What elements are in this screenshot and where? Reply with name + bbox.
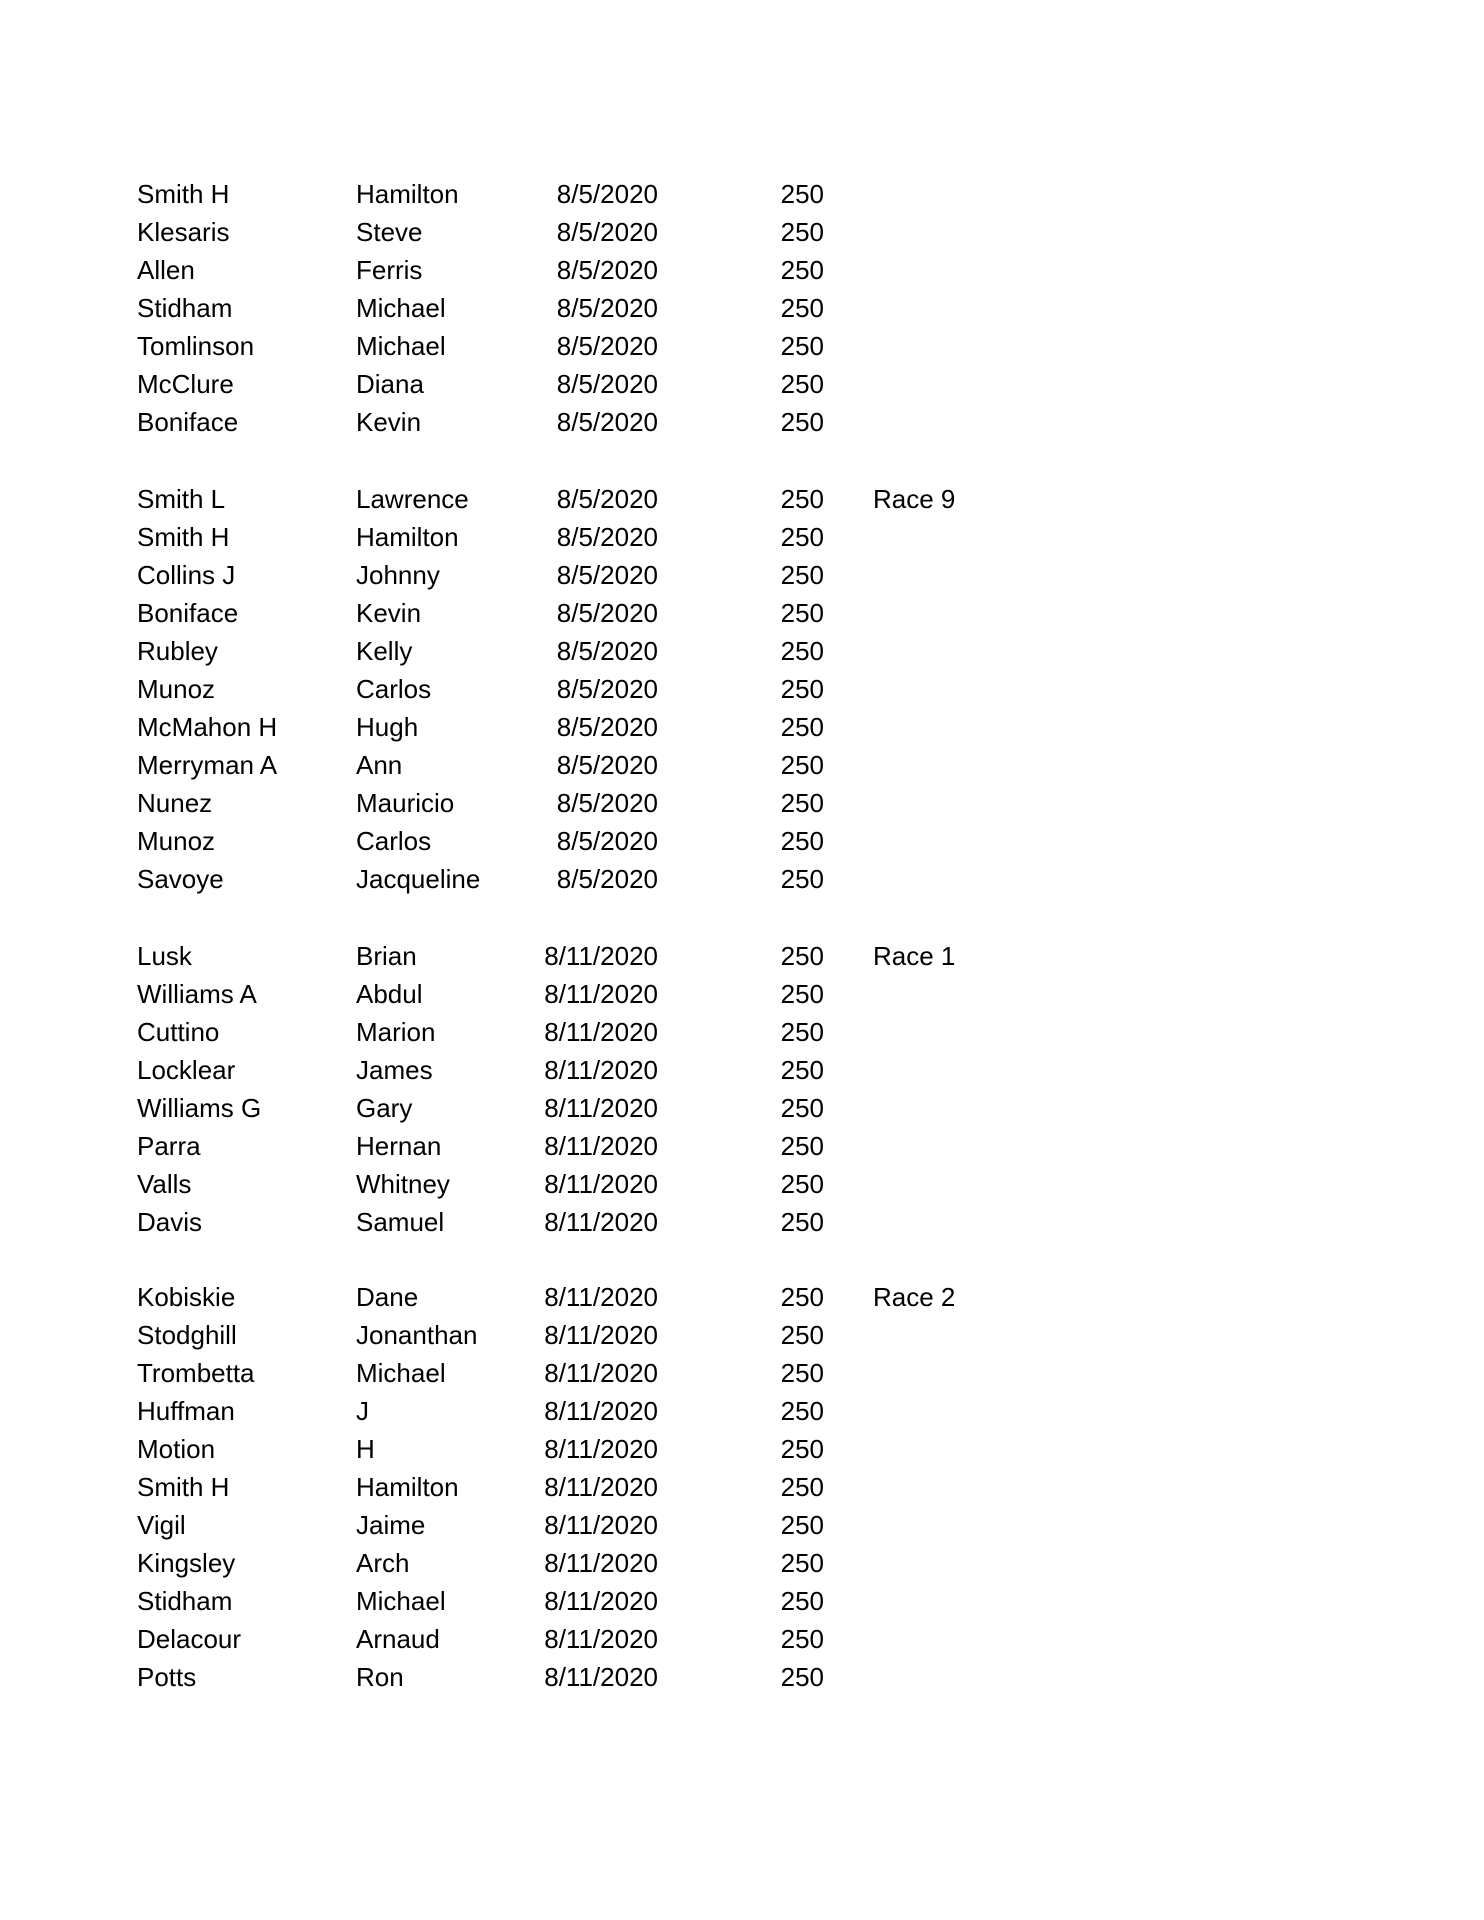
- last-name-cell: Allen: [137, 255, 195, 285]
- date-cell: 8/5/2020: [556, 217, 658, 247]
- first-name-cell: Michael: [356, 293, 446, 323]
- date-cell: 8/11/2020: [544, 941, 658, 971]
- amount-cell: 250: [780, 369, 824, 399]
- first-name-cell: Mauricio: [356, 788, 455, 818]
- table-row: [0, 1013, 1484, 1051]
- amount-cell: 250: [780, 522, 824, 552]
- date-cell: 8/11/2020: [544, 1282, 658, 1312]
- last-name-cell: Valls: [137, 1169, 192, 1199]
- date-cell: 8/5/2020: [556, 484, 658, 514]
- date-cell: 8/11/2020: [544, 1510, 658, 1540]
- entry-group: [0, 480, 1484, 898]
- date-cell: 8/11/2020: [544, 1017, 658, 1047]
- last-name-cell: Merryman A: [137, 750, 278, 780]
- last-name-cell: Smith H: [137, 179, 230, 209]
- table-row: [0, 518, 1484, 556]
- first-name-cell: Ann: [356, 750, 403, 780]
- last-name-cell: Motion: [137, 1434, 216, 1464]
- first-name-cell: Kelly: [356, 636, 413, 666]
- first-name-cell: H: [356, 1434, 375, 1464]
- table-row: [0, 937, 1484, 975]
- last-name-cell: Munoz: [137, 674, 216, 704]
- first-name-cell: Kevin: [356, 598, 422, 628]
- date-cell: 8/11/2020: [544, 1396, 658, 1426]
- table-row: [0, 1203, 1484, 1241]
- table-row: [0, 1430, 1484, 1468]
- entry-group: [0, 937, 1484, 1241]
- table-row: [0, 327, 1484, 365]
- amount-cell: 250: [780, 864, 824, 894]
- race-label: Race 2: [873, 1282, 956, 1312]
- last-name-cell: Rubley: [137, 636, 218, 666]
- table-row: [0, 213, 1484, 251]
- first-name-cell: Hugh: [356, 712, 419, 742]
- date-cell: 8/11/2020: [544, 979, 658, 1009]
- amount-cell: 250: [780, 1320, 824, 1350]
- race-label: Race 1: [873, 941, 956, 971]
- amount-cell: 250: [780, 1472, 824, 1502]
- date-cell: 8/5/2020: [556, 674, 658, 704]
- last-name-cell: Stidham: [137, 293, 233, 323]
- date-cell: 8/11/2020: [544, 1586, 658, 1616]
- last-name-cell: Parra: [137, 1131, 201, 1161]
- table-row: [0, 289, 1484, 327]
- date-cell: 8/5/2020: [556, 369, 658, 399]
- first-name-cell: Hamilton: [356, 1472, 459, 1502]
- amount-cell: 250: [780, 1548, 824, 1578]
- date-cell: 8/11/2020: [544, 1358, 658, 1388]
- first-name-cell: J: [356, 1396, 369, 1426]
- last-name-cell: Smith H: [137, 522, 230, 552]
- date-cell: 8/11/2020: [544, 1055, 658, 1085]
- first-name-cell: Johnny: [356, 560, 440, 590]
- last-name-cell: Lusk: [137, 941, 192, 971]
- table-row: [0, 632, 1484, 670]
- date-cell: 8/11/2020: [544, 1472, 658, 1502]
- date-cell: 8/5/2020: [556, 712, 658, 742]
- table-row: [0, 480, 1484, 518]
- table-row: [0, 1506, 1484, 1544]
- first-name-cell: Michael: [356, 1586, 446, 1616]
- date-cell: 8/5/2020: [556, 826, 658, 856]
- amount-cell: 250: [780, 788, 824, 818]
- amount-cell: 250: [780, 1207, 824, 1237]
- table-row: [0, 1127, 1484, 1165]
- last-name-cell: Tomlinson: [137, 331, 255, 361]
- first-name-cell: Steve: [356, 217, 423, 247]
- date-cell: 8/11/2020: [544, 1320, 658, 1350]
- date-cell: 8/5/2020: [556, 598, 658, 628]
- amount-cell: 250: [780, 331, 824, 361]
- first-name-cell: Samuel: [356, 1207, 445, 1237]
- last-name-cell: Boniface: [137, 598, 239, 628]
- date-cell: 8/11/2020: [544, 1662, 658, 1692]
- date-cell: 8/5/2020: [556, 331, 658, 361]
- first-name-cell: Michael: [356, 1358, 446, 1388]
- last-name-cell: McClure: [137, 369, 234, 399]
- last-name-cell: Locklear: [137, 1055, 236, 1085]
- amount-cell: 250: [780, 1131, 824, 1161]
- last-name-cell: Potts: [137, 1662, 197, 1692]
- amount-cell: 250: [780, 217, 824, 247]
- date-cell: 8/5/2020: [556, 636, 658, 666]
- table-row: [0, 708, 1484, 746]
- amount-cell: 250: [780, 179, 824, 209]
- last-name-cell: Vigil: [137, 1510, 186, 1540]
- race-label: Race 9: [873, 484, 956, 514]
- first-name-cell: Jacqueline: [356, 864, 481, 894]
- amount-cell: 250: [780, 712, 824, 742]
- table-row: [0, 1051, 1484, 1089]
- table-row: [0, 556, 1484, 594]
- amount-cell: 250: [780, 979, 824, 1009]
- amount-cell: 250: [780, 293, 824, 323]
- first-name-cell: Michael: [356, 331, 446, 361]
- last-name-cell: Kingsley: [137, 1548, 236, 1578]
- date-cell: 8/5/2020: [556, 750, 658, 780]
- date-cell: 8/11/2020: [544, 1548, 658, 1578]
- table-row: [0, 251, 1484, 289]
- last-name-cell: Trombetta: [137, 1358, 255, 1388]
- first-name-cell: Diana: [356, 369, 424, 399]
- table-row: [0, 1658, 1484, 1696]
- table-row: [0, 403, 1484, 441]
- amount-cell: 250: [780, 826, 824, 856]
- table-row: [0, 365, 1484, 403]
- date-cell: 8/5/2020: [556, 864, 658, 894]
- date-cell: 8/5/2020: [556, 407, 658, 437]
- amount-cell: 250: [780, 1093, 824, 1123]
- last-name-cell: Savoye: [137, 864, 224, 894]
- last-name-cell: Kobiskie: [137, 1282, 236, 1312]
- last-name-cell: Klesaris: [137, 217, 230, 247]
- amount-cell: 250: [780, 941, 824, 971]
- amount-cell: 250: [780, 1055, 824, 1085]
- first-name-cell: Gary: [356, 1093, 413, 1123]
- first-name-cell: Whitney: [356, 1169, 450, 1199]
- first-name-cell: Hamilton: [356, 522, 459, 552]
- table-row: [0, 594, 1484, 632]
- first-name-cell: Marion: [356, 1017, 436, 1047]
- date-cell: 8/11/2020: [544, 1207, 658, 1237]
- table-row: [0, 1620, 1484, 1658]
- first-name-cell: Hamilton: [356, 179, 459, 209]
- date-cell: 8/5/2020: [556, 293, 658, 323]
- table-row: [0, 1278, 1484, 1316]
- amount-cell: 250: [780, 1017, 824, 1047]
- date-cell: 8/11/2020: [544, 1624, 658, 1654]
- table-row: [0, 1582, 1484, 1620]
- first-name-cell: Lawrence: [356, 484, 469, 514]
- amount-cell: 250: [780, 407, 824, 437]
- first-name-cell: Jonanthan: [356, 1320, 478, 1350]
- last-name-cell: Collins J: [137, 560, 236, 590]
- first-name-cell: James: [356, 1055, 433, 1085]
- table-row: [0, 670, 1484, 708]
- last-name-cell: Stodghill: [137, 1320, 237, 1350]
- amount-cell: 250: [780, 484, 824, 514]
- date-cell: 8/11/2020: [544, 1434, 658, 1464]
- first-name-cell: Brian: [356, 941, 417, 971]
- first-name-cell: Carlos: [356, 674, 432, 704]
- first-name-cell: Jaime: [356, 1510, 426, 1540]
- date-cell: 8/5/2020: [556, 788, 658, 818]
- last-name-cell: Williams G: [137, 1093, 262, 1123]
- last-name-cell: Cuttino: [137, 1017, 220, 1047]
- amount-cell: 250: [780, 1586, 824, 1616]
- amount-cell: 250: [780, 560, 824, 590]
- amount-cell: 250: [780, 255, 824, 285]
- last-name-cell: Smith H: [137, 1472, 230, 1502]
- table-row: [0, 784, 1484, 822]
- last-name-cell: McMahon H: [137, 712, 278, 742]
- date-cell: 8/5/2020: [556, 255, 658, 285]
- date-cell: 8/5/2020: [556, 560, 658, 590]
- first-name-cell: Ferris: [356, 255, 423, 285]
- table-row: [0, 1089, 1484, 1127]
- first-name-cell: Kevin: [356, 407, 422, 437]
- date-cell: 8/5/2020: [556, 179, 658, 209]
- table-row: [0, 1392, 1484, 1430]
- table-row: [0, 860, 1484, 898]
- last-name-cell: Davis: [137, 1207, 203, 1237]
- amount-cell: 250: [780, 636, 824, 666]
- first-name-cell: Hernan: [356, 1131, 442, 1161]
- amount-cell: 250: [780, 1396, 824, 1426]
- amount-cell: 250: [780, 674, 824, 704]
- table-row: [0, 822, 1484, 860]
- amount-cell: 250: [780, 750, 824, 780]
- amount-cell: 250: [780, 1510, 824, 1540]
- table-row: [0, 975, 1484, 1013]
- table-row: [0, 1544, 1484, 1582]
- table-row: [0, 1316, 1484, 1354]
- table-row: [0, 746, 1484, 784]
- table-row: [0, 1354, 1484, 1392]
- last-name-cell: Williams A: [137, 979, 257, 1009]
- date-cell: 8/5/2020: [556, 522, 658, 552]
- amount-cell: 250: [780, 1434, 824, 1464]
- last-name-cell: Munoz: [137, 826, 216, 856]
- first-name-cell: Dane: [356, 1282, 419, 1312]
- entry-group: [0, 175, 1484, 441]
- date-cell: 8/11/2020: [544, 1093, 658, 1123]
- last-name-cell: Nunez: [137, 788, 213, 818]
- amount-cell: 250: [780, 598, 824, 628]
- amount-cell: 250: [780, 1169, 824, 1199]
- table-row: [0, 1468, 1484, 1506]
- first-name-cell: Ron: [356, 1662, 404, 1692]
- last-name-cell: Boniface: [137, 407, 239, 437]
- table-row: [0, 1165, 1484, 1203]
- first-name-cell: Arch: [356, 1548, 410, 1578]
- last-name-cell: Huffman: [137, 1396, 235, 1426]
- entry-group: [0, 1278, 1484, 1696]
- last-name-cell: Stidham: [137, 1586, 233, 1616]
- amount-cell: 250: [780, 1282, 824, 1312]
- first-name-cell: Arnaud: [356, 1624, 440, 1654]
- last-name-cell: Smith L: [137, 484, 226, 514]
- date-cell: 8/11/2020: [544, 1169, 658, 1199]
- first-name-cell: Abdul: [356, 979, 423, 1009]
- amount-cell: 250: [780, 1358, 824, 1388]
- amount-cell: 250: [780, 1662, 824, 1692]
- table-row: [0, 175, 1484, 213]
- first-name-cell: Carlos: [356, 826, 432, 856]
- amount-cell: 250: [780, 1624, 824, 1654]
- last-name-cell: Delacour: [137, 1624, 242, 1654]
- date-cell: 8/11/2020: [544, 1131, 658, 1161]
